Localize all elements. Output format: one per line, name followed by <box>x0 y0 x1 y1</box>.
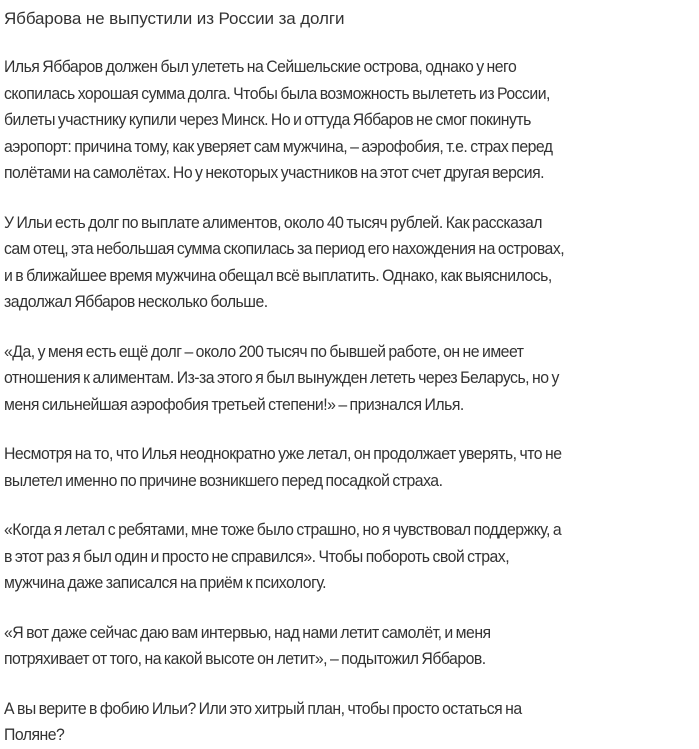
spacer <box>4 673 695 696</box>
article <box>0 6 699 749</box>
text-line: У Ильи есть долг по выплате алиментов, около 40 тысяч рублей. Как рассказал <box>4 212 542 232</box>
text-line: отношения к алиментам. Из-за этого я был вынужден лететь через Беларусь, но у <box>4 368 559 387</box>
paragraph-6-quote <box>4 620 692 673</box>
text-line: мужчина даже записался на приём к психологу. <box>4 573 327 592</box>
text-line: вылетел именно по причине возникшего перед посадкой страха. <box>4 470 443 490</box>
text-line: задолжал Яббаров несколько больше. <box>4 292 268 311</box>
text-line: потряхивает от того, на какой высоте он летит», – подытожил Яббаров. <box>4 649 486 668</box>
paragraph-2 <box>4 210 692 316</box>
paragraph-7-question <box>4 696 692 749</box>
spacer <box>4 187 695 210</box>
text-line: Поляне? <box>4 725 65 744</box>
paragraph-3-quote <box>4 339 692 419</box>
text-line: А вы верите в фобию Ильи? Или это хитрый план, чтобы просто остаться на <box>4 698 522 718</box>
spacer <box>4 418 695 441</box>
spacer <box>4 597 695 620</box>
paragraph-4 <box>4 441 692 494</box>
text-line: Илья Яббаров должен был улететь на Сейшельские острова, однако у него <box>4 57 517 76</box>
text-line: «Я вот даже сейчас даю вам интервью, над нами летит самолёт, и меня <box>4 622 491 642</box>
text-line: «Да, у меня есть ещё долг – около 200 тысяч по бывшей работе, он не имеет <box>4 341 524 361</box>
text-line: Несмотря на то, что Илья неоднократно уже летал, он продолжает уверять, что не <box>4 444 562 463</box>
text-line: скопилась хорошая сумма долга. Чтобы была возможность вылететь из России, <box>4 83 550 103</box>
text-line: аэропорт: причина тому, как уверяет сам мужчина, – аэрофобия, т.е. страх перед <box>4 136 553 156</box>
text-line: и в ближайшее время мужчина обещал всё выплатить. Однако, как выяснилось, <box>4 265 552 285</box>
text-line: «Когда я летал с ребятами, мне тоже было страшно, но я чувствовал поддержку, а <box>4 520 562 539</box>
spacer <box>4 316 695 339</box>
text-line: сам отец, эта небольшая сумма скопилась за период его нахождения на островах, <box>4 239 565 258</box>
paragraph-5-quote <box>4 517 692 597</box>
text-line: билеты участнику купили через Минск. Но и оттуда Яббаров не смог покинуть <box>4 110 531 129</box>
article-title: Яббарова не выпустили из России за долги <box>4 9 345 28</box>
text-line: в этот раз я был один и просто не справился». Чтобы побороть свой страх, <box>4 546 510 566</box>
text-line: меня сильнейшая аэрофобия третьей степени!» – признался Илья. <box>4 394 464 414</box>
spacer <box>4 32 695 54</box>
paragraph-1 <box>4 54 692 187</box>
spacer <box>4 494 695 517</box>
text-line: полётами на самолётах. Но у некоторых участников на этот счет другая версия. <box>4 163 545 182</box>
